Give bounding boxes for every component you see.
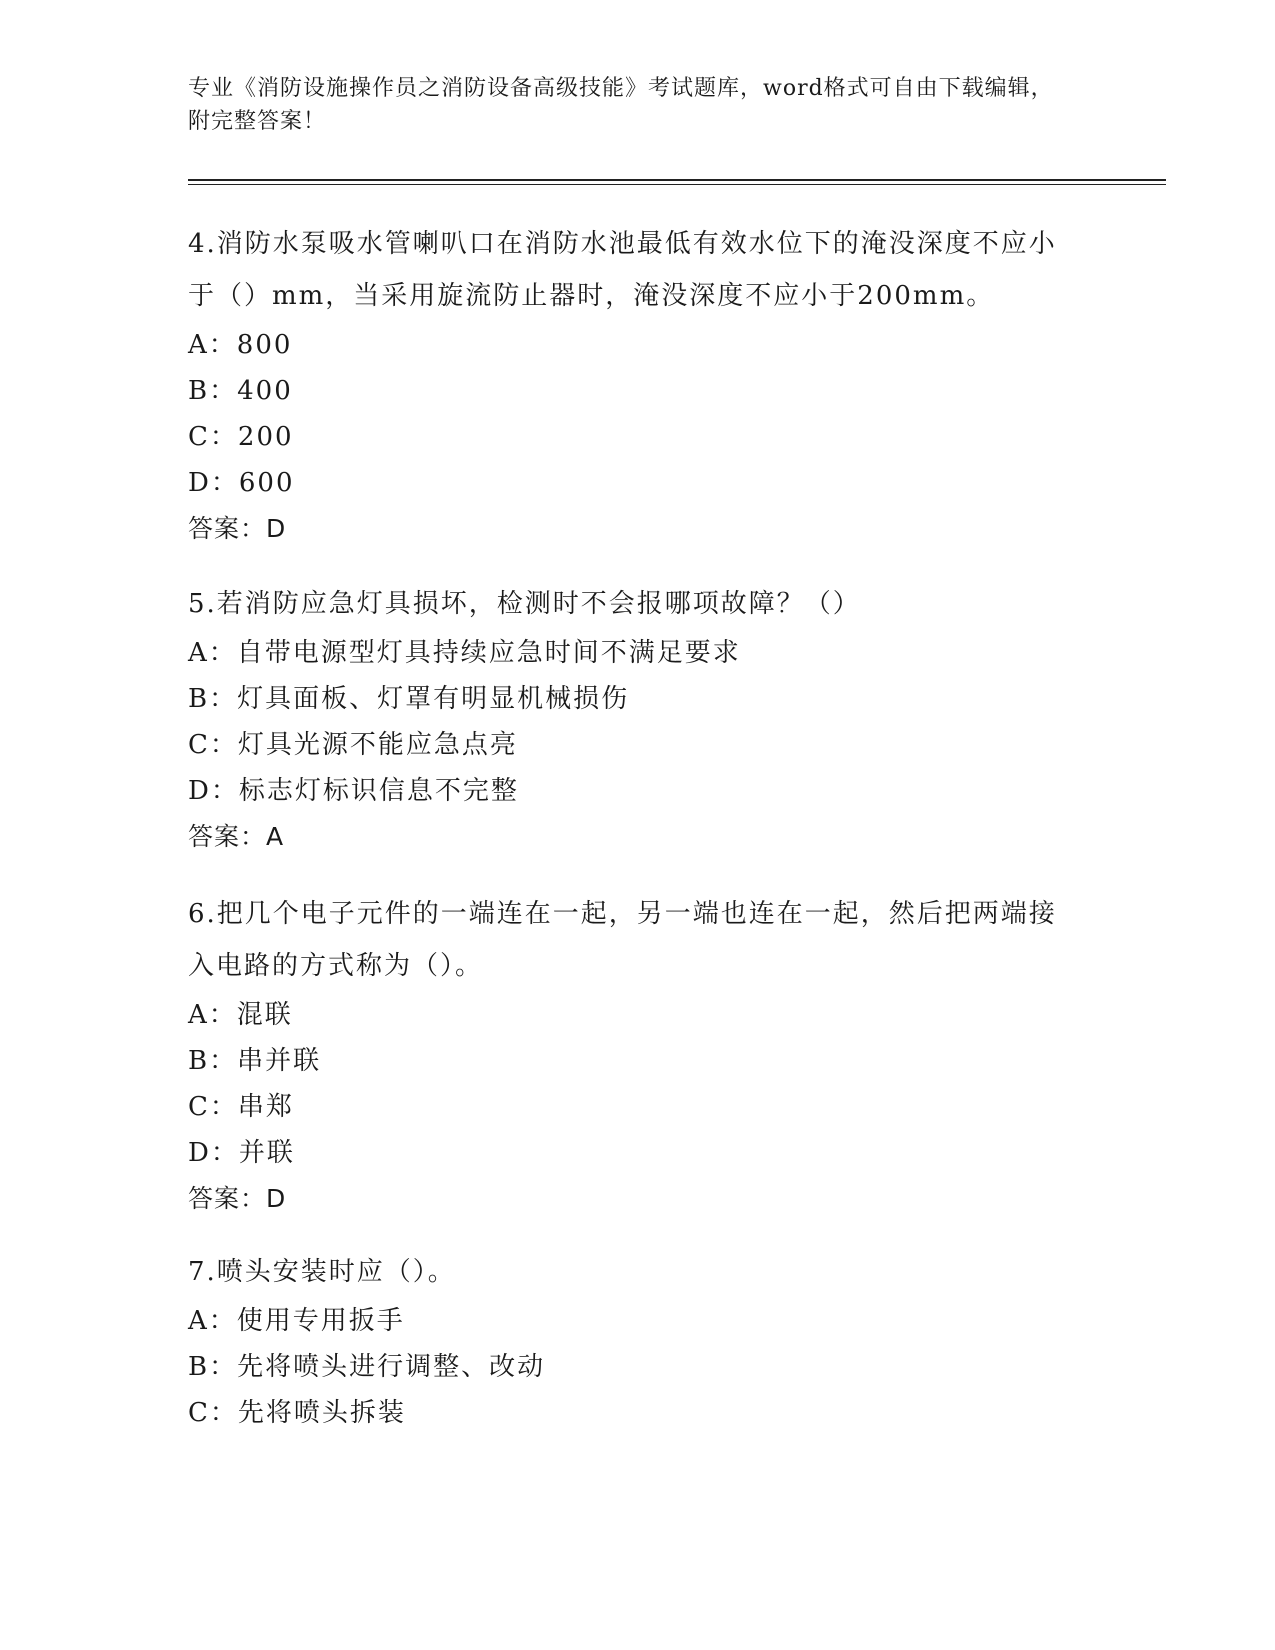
option-key: B： xyxy=(188,1352,238,1382)
option-c xyxy=(188,1084,1068,1130)
option-c xyxy=(188,414,1068,460)
option-text: 灯具光源不能应急点亮 xyxy=(237,730,518,760)
option-text: 800 xyxy=(236,330,293,360)
question-6 xyxy=(188,888,1068,1222)
option-text: 串郑 xyxy=(237,1092,294,1122)
option-a xyxy=(188,1298,1068,1344)
document-header: 专业《消防设施操作员之消防设备高级技能》考试题库，word格式可自由下载编辑，附完整答案！ xyxy=(188,76,1054,134)
question-stem: 7.喷头安装时应（）。 xyxy=(188,1257,456,1287)
option-text: 串并联 xyxy=(237,1046,322,1076)
option-d xyxy=(188,460,1068,506)
option-text: 混联 xyxy=(236,1000,293,1030)
answer-line: 答案：D xyxy=(188,1184,287,1213)
option-key: D： xyxy=(188,468,239,498)
option-text: 先将喷头进行调整、改动 xyxy=(237,1352,546,1382)
question-5 xyxy=(188,578,1068,860)
option-c xyxy=(188,1390,1068,1436)
option-key: A： xyxy=(188,1306,237,1336)
option-b xyxy=(188,1344,1068,1390)
option-text: 标志灯标识信息不完整 xyxy=(238,776,519,806)
option-key: D： xyxy=(188,776,239,806)
answer-line: 答案：D xyxy=(188,514,287,543)
option-a xyxy=(188,992,1068,1038)
question-7 xyxy=(188,1246,1068,1436)
option-text: 200 xyxy=(237,422,294,452)
option-key: C： xyxy=(188,1398,238,1428)
question-4 xyxy=(188,218,1068,552)
option-key: C： xyxy=(188,1092,238,1122)
option-key: B： xyxy=(188,684,238,714)
option-a xyxy=(188,630,1068,676)
option-key: D： xyxy=(188,1138,239,1168)
option-b xyxy=(188,1038,1068,1084)
header-divider-thin xyxy=(188,184,1166,185)
option-d xyxy=(188,1130,1068,1176)
option-text: 自带电源型灯具持续应急时间不满足要求 xyxy=(236,638,741,668)
option-text: 400 xyxy=(237,376,293,406)
option-c xyxy=(188,722,1068,768)
option-b xyxy=(188,676,1068,722)
answer-line: 答案：A xyxy=(188,822,285,851)
option-key: C： xyxy=(188,422,238,452)
header-divider-thick xyxy=(188,179,1166,181)
option-text: 使用专用扳手 xyxy=(236,1306,405,1336)
option-key: B： xyxy=(188,376,238,406)
option-d xyxy=(188,768,1068,814)
option-key: A： xyxy=(188,330,237,360)
option-key: B： xyxy=(188,1046,238,1076)
option-key: A： xyxy=(188,638,237,668)
option-text: 先将喷头拆装 xyxy=(237,1398,406,1428)
question-stem: 5.若消防应急灯具损坏，检测时不会报哪项故障？（） xyxy=(188,589,861,619)
option-b xyxy=(188,368,1068,414)
option-text: 灯具面板、灯罩有明显机械损伤 xyxy=(237,684,630,714)
option-key: C： xyxy=(188,730,238,760)
option-a xyxy=(188,322,1068,368)
question-stem: 4.消防水泵吸水管喇叭口在消防水池最低有效水位下的淹没深度不应小于（）mm，当采用旋流防止器时，淹没深度不应小于200mm。 xyxy=(188,229,1057,311)
question-stem: 6.把几个电子元件的一端连在一起，另一端也连在一起，然后把两端接入电路的方式称为（）。 xyxy=(188,899,1057,981)
option-text: 600 xyxy=(238,468,295,498)
option-text: 并联 xyxy=(238,1138,295,1168)
option-key: A： xyxy=(188,1000,237,1030)
